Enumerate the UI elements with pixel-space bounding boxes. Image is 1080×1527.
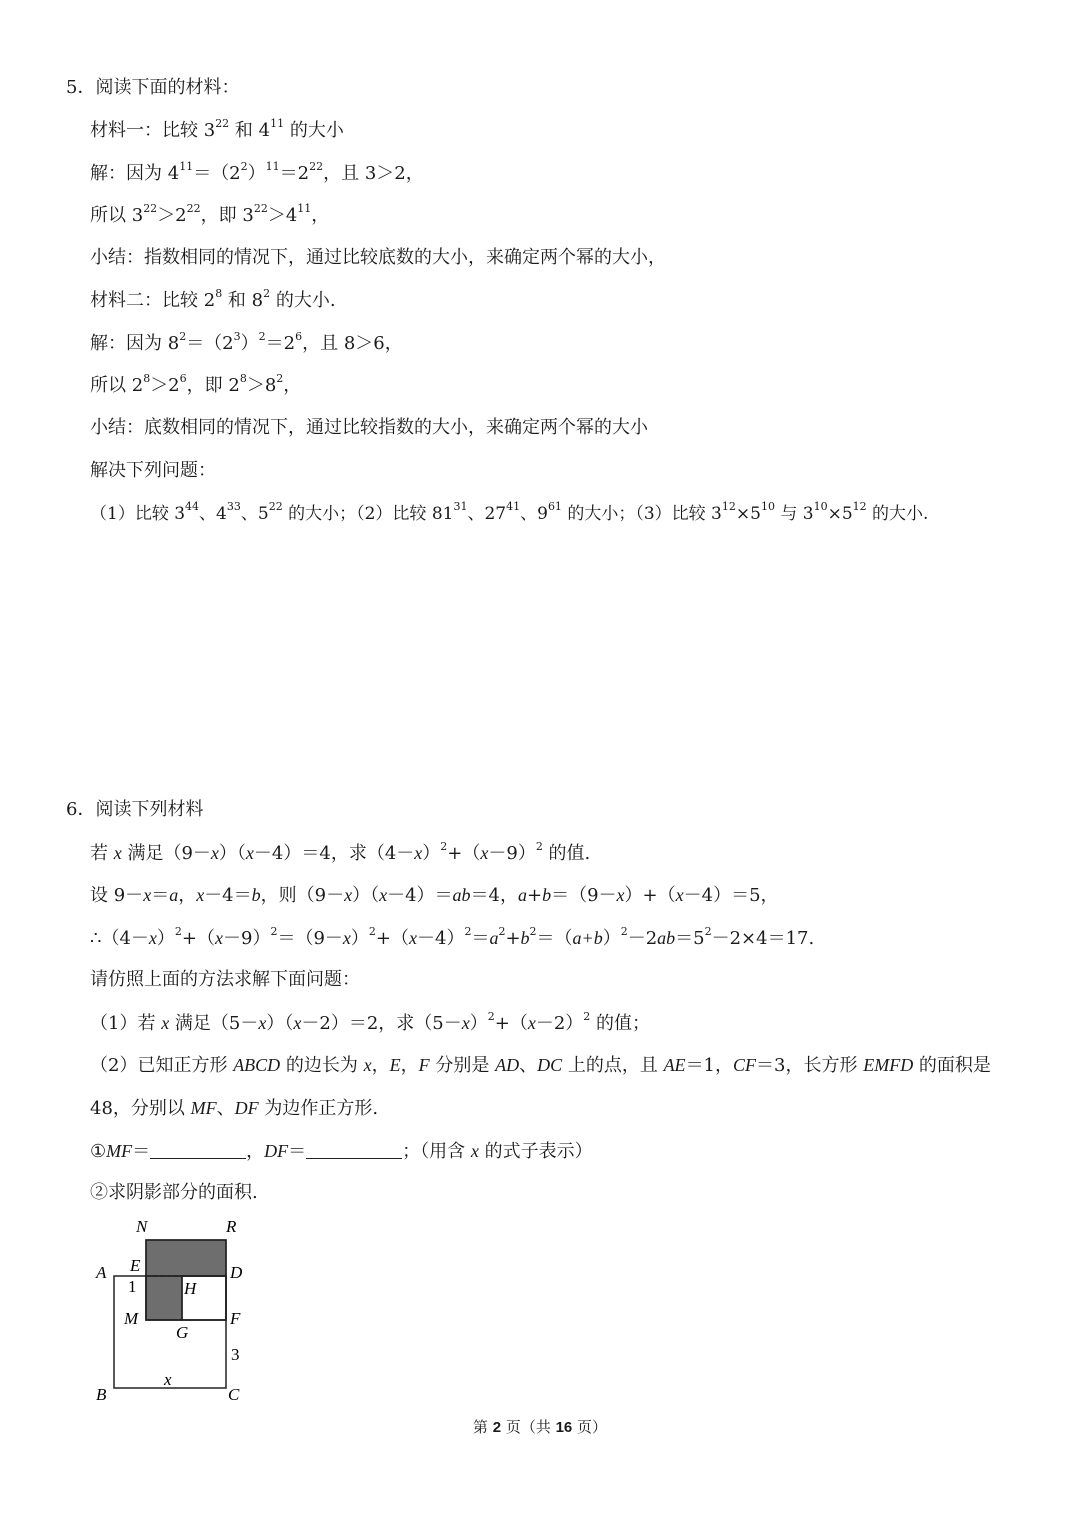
q6-derivation: $\therefore(4-x)^2+(x-9)^2=(9-x)^2+(x-4)^2=a^2+b^2=(a+b)^2-2ab=5^2-2\times 4=17$. [90,925,815,949]
label-c: C [228,1385,240,1404]
q5-material2: 材料二：比较 $2^8$ 和 $8^2$ 的大小. [90,287,336,311]
q5-material1: 材料一：比较 $3^{22}$ 和 $4^{11}$ 的大小 [90,117,344,141]
q6-title: 6．阅读下列材料 [66,799,204,820]
label-d: D [230,1263,243,1282]
q5-summary1: 小结：指数相同的情况下，通过比较底数的大小，来确定两个幂的大小， [90,247,666,268]
q6-sub2: ②求阴影部分的面积. [90,1182,258,1203]
q6-part1: （1）若 x 满足（5－x）（x－2）＝2，求$(5-x)^2+(x-2)^2$ 的值； [90,1010,651,1034]
q5-summary2: 小结：底数相同的情况下，通过比较指数的大小，来确定两个幂的大小 [90,417,648,438]
label-h: H [184,1279,197,1298]
q6-substitution: 设 9－x＝a，x－4＝b，则（9－x）（x－4）＝ab＝4，a+b＝（9－x）+（x－4）＝5， [90,885,779,906]
q6-given: 若 x 满足（9－x）（x－4）＝4，求$(4-x)^2+(x-9)^2$ 的值. [90,840,591,864]
q5-title: 5．阅读下面的材料： [66,77,240,98]
q6-part2-continued: 48，分别以 MF、DF 为边作正方形. [90,1098,379,1119]
page-footer: 第 2 页（共 16 页） [472,1418,608,1436]
q5-solution1: 解：因为 $4^{11}=(2^2)^{11}=2^{22}$，且 3＞2， [90,160,424,184]
q6-sub1: ①MF＝ ，DF＝ ；（用含 x 的式子表示） [90,1141,593,1162]
label-one: 1 [128,1277,137,1296]
q5-solution2: 解：因为 $8^2=(2^3)^2=2^6$，且 8＞6， [90,330,403,354]
current-page-number: 2 [492,1419,502,1436]
q6-instruction: 请仿照上面的方法求解下面问题： [90,969,360,990]
label-r: R [226,1217,237,1236]
df-answer-blank[interactable] [306,1140,402,1159]
label-g: G [176,1323,189,1342]
label-m: M [124,1309,139,1328]
q5-conclusion2: 所以 $2^8>2^6$，即 $2^8>8^2$， [90,372,302,396]
label-a: A [96,1263,107,1282]
label-n: N [136,1217,148,1236]
total-page-count: 16 [555,1419,573,1436]
geometry-figure [88,1210,258,1410]
q5-conclusion1: 所以 $3^{22}>2^{22}$，即 $3^{22}>4^{11}$， [90,202,330,226]
q6-part2: （2）已知正方形 ABCD 的边长为 x，E，F 分别是 AD、DC 上的点，且 AE＝1，CF＝3，长方形 EMFD 的面积是 [90,1055,991,1076]
label-f: F [230,1309,241,1328]
q5-solve-label: 解决下列问题： [90,460,216,481]
label-three: 3 [231,1345,240,1364]
label-e: E [130,1256,141,1275]
mf-answer-blank[interactable] [150,1140,246,1159]
label-b: B [96,1385,107,1404]
label-x: x [164,1370,172,1389]
q5-problems: （1）比较 $3^{44}$、$4^{33}$、$5^{22}$ 的大小；（2）比较 $81^{31}$、$27^{41}$、$9^{61}$ 的大小；（3）比较 $3^{12}\times 5^{10}$ 与 $3^{10}\times 5^{12}$ 的大小. [90,500,929,524]
